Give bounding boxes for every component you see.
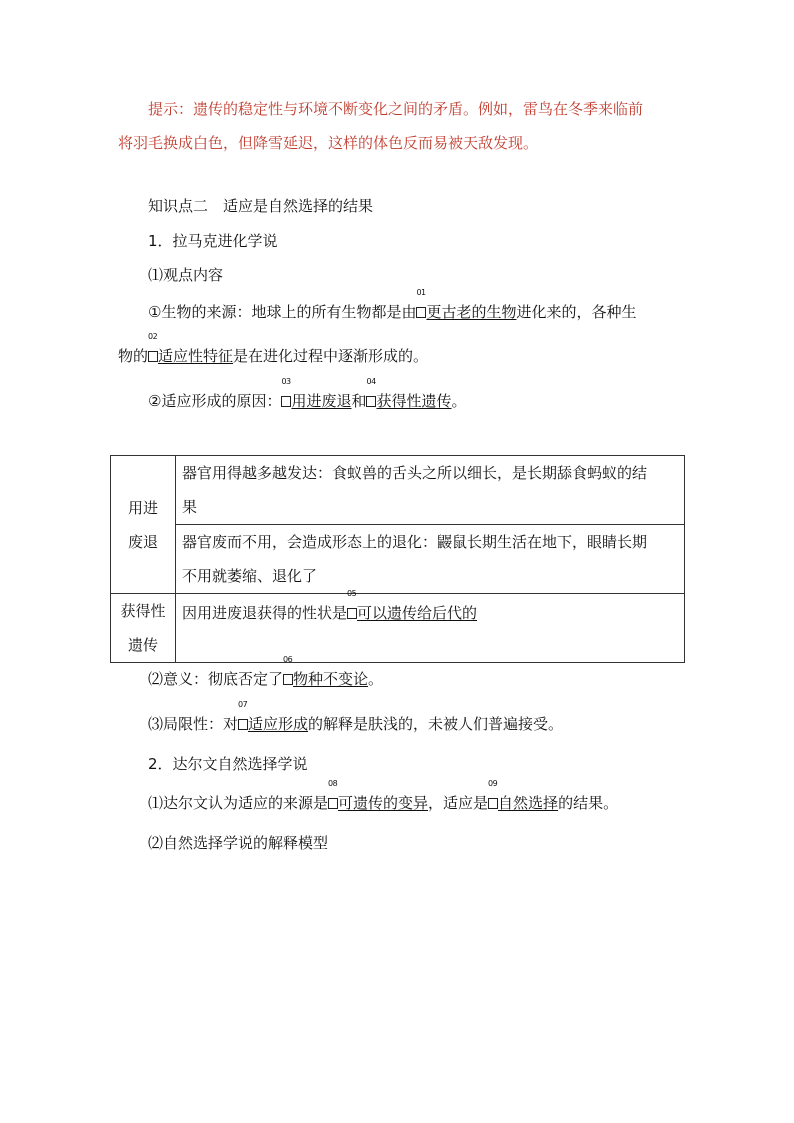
hint-line-2: 将羽毛换成白色，但降雪延迟，这样的体色反而易被天敌发现。 <box>118 134 539 152</box>
darwin-source-line <box>148 779 619 813</box>
viewpoint-heading: ⑴观点内容 <box>148 266 224 284</box>
blank-box-icon <box>148 351 158 362</box>
answer-08: 可遗传的变异 <box>338 794 429 812</box>
cause-and: 和 <box>351 392 367 410</box>
table-header-use-disuse <box>111 456 176 594</box>
blank-number: 07 <box>238 700 248 709</box>
darwin-prefix: ⑴达尔文认为适应的来源是 <box>148 794 329 812</box>
blank-01 <box>416 288 426 322</box>
blank-08 <box>328 779 338 813</box>
darwin-heading: 2．达尔文自然选择学说 <box>148 755 308 773</box>
blank-box-icon <box>366 396 376 407</box>
answer-01: 更古老的生物 <box>426 303 517 321</box>
table-cell-acquired <box>176 589 685 663</box>
hint-line-1 <box>148 99 643 119</box>
blank-number: 09 <box>488 779 498 788</box>
blank-box-icon <box>281 396 291 407</box>
blank-09 <box>488 779 498 813</box>
blank-number: 06 <box>283 655 293 664</box>
blank-07 <box>238 700 248 734</box>
limitation-suffix: 的解释是肤浅的，未被人们普遍接受。 <box>308 715 564 733</box>
darwin-suffix: 的结果。 <box>558 794 619 812</box>
lamarck-table <box>110 455 685 663</box>
blank-box-icon <box>328 798 338 809</box>
meaning-line <box>148 655 384 689</box>
answer-03: 用进废退 <box>291 392 352 410</box>
blank-number: 02 <box>148 332 158 341</box>
blank-05 <box>347 589 357 630</box>
blank-number: 05 <box>347 589 357 598</box>
answer-09: 自然选择 <box>498 794 559 812</box>
answer-06: 物种不变论 <box>293 670 369 688</box>
blank-02 <box>148 332 158 366</box>
blank-06 <box>283 655 293 689</box>
origin-line-1 <box>148 288 637 322</box>
header-line: 用进 <box>127 498 158 517</box>
limitation-line <box>148 700 564 734</box>
table-row <box>111 456 685 525</box>
origin-suffix: 进化来的，各种生 <box>516 303 637 321</box>
blank-number: 08 <box>328 779 338 788</box>
blank-box-icon <box>488 798 498 809</box>
blank-box-icon <box>238 719 248 730</box>
table-cell-disuse <box>176 525 685 594</box>
table-header-acquired <box>111 594 176 663</box>
limitation-prefix: ⑶局限性：对 <box>148 715 239 733</box>
blank-04 <box>366 377 376 411</box>
blank-box-icon <box>347 608 357 619</box>
blank-box-icon <box>416 307 426 318</box>
hint-label: 提示： <box>148 100 194 118</box>
blank-number: 04 <box>366 377 376 386</box>
answer-02: 适应性特征 <box>158 347 234 365</box>
blank-box-icon <box>283 674 293 685</box>
header-line: 获得性 <box>120 602 166 620</box>
origin-suffix-2: 是在进化过程中逐渐形成的。 <box>233 347 429 365</box>
darwin-mid: ，适应是 <box>428 794 489 812</box>
header-line: 废退 <box>127 532 158 551</box>
cause-suffix: 。 <box>451 392 467 410</box>
blank-number: 03 <box>281 377 291 386</box>
blank-number: 01 <box>416 288 426 297</box>
cell-line: 果 <box>182 498 198 516</box>
origin-prefix-2: 物的 <box>118 347 149 365</box>
cause-prefix: ②适应形成的原因： <box>148 392 282 410</box>
cell-line: 不用就萎缩、退化了 <box>182 567 318 585</box>
answer-07: 适应形成 <box>248 715 309 733</box>
lamarck-heading: 1．拉马克进化学说 <box>148 232 278 250</box>
cell-line: 器官废而不用，会造成形态上的退化：鼹鼠长期生活在地下，眼睛长期 <box>182 533 648 551</box>
answer-04: 获得性遗传 <box>376 392 452 410</box>
origin-line-2 <box>118 332 429 366</box>
model-heading: ⑵自然选择学说的解释模型 <box>148 834 329 852</box>
section-title: 知识点二 适应是自然选择的结果 <box>148 197 374 215</box>
table-cell-use <box>176 456 685 525</box>
acquired-prefix: 因用进废退获得的性状是 <box>182 604 348 622</box>
origin-prefix: ①生物的来源：地球上的所有生物都是由 <box>148 303 417 321</box>
table-row <box>111 525 685 594</box>
cell-line: 器官用得越多越发达：食蚁兽的舌头之所以细长，是长期舔食蚂蚁的结 <box>182 464 648 482</box>
table-row <box>111 594 685 663</box>
hint-text: 遗传的稳定性与环境不断变化之间的矛盾。例如，雷鸟在冬季来临前 <box>193 100 644 118</box>
cause-line <box>148 377 467 411</box>
header-line: 遗传 <box>127 636 158 654</box>
blank-03 <box>281 377 291 411</box>
meaning-prefix: ⑵意义：彻底否定了 <box>148 670 284 688</box>
answer-05: 可以遗传给后代的 <box>357 604 478 622</box>
meaning-suffix: 。 <box>368 670 384 688</box>
